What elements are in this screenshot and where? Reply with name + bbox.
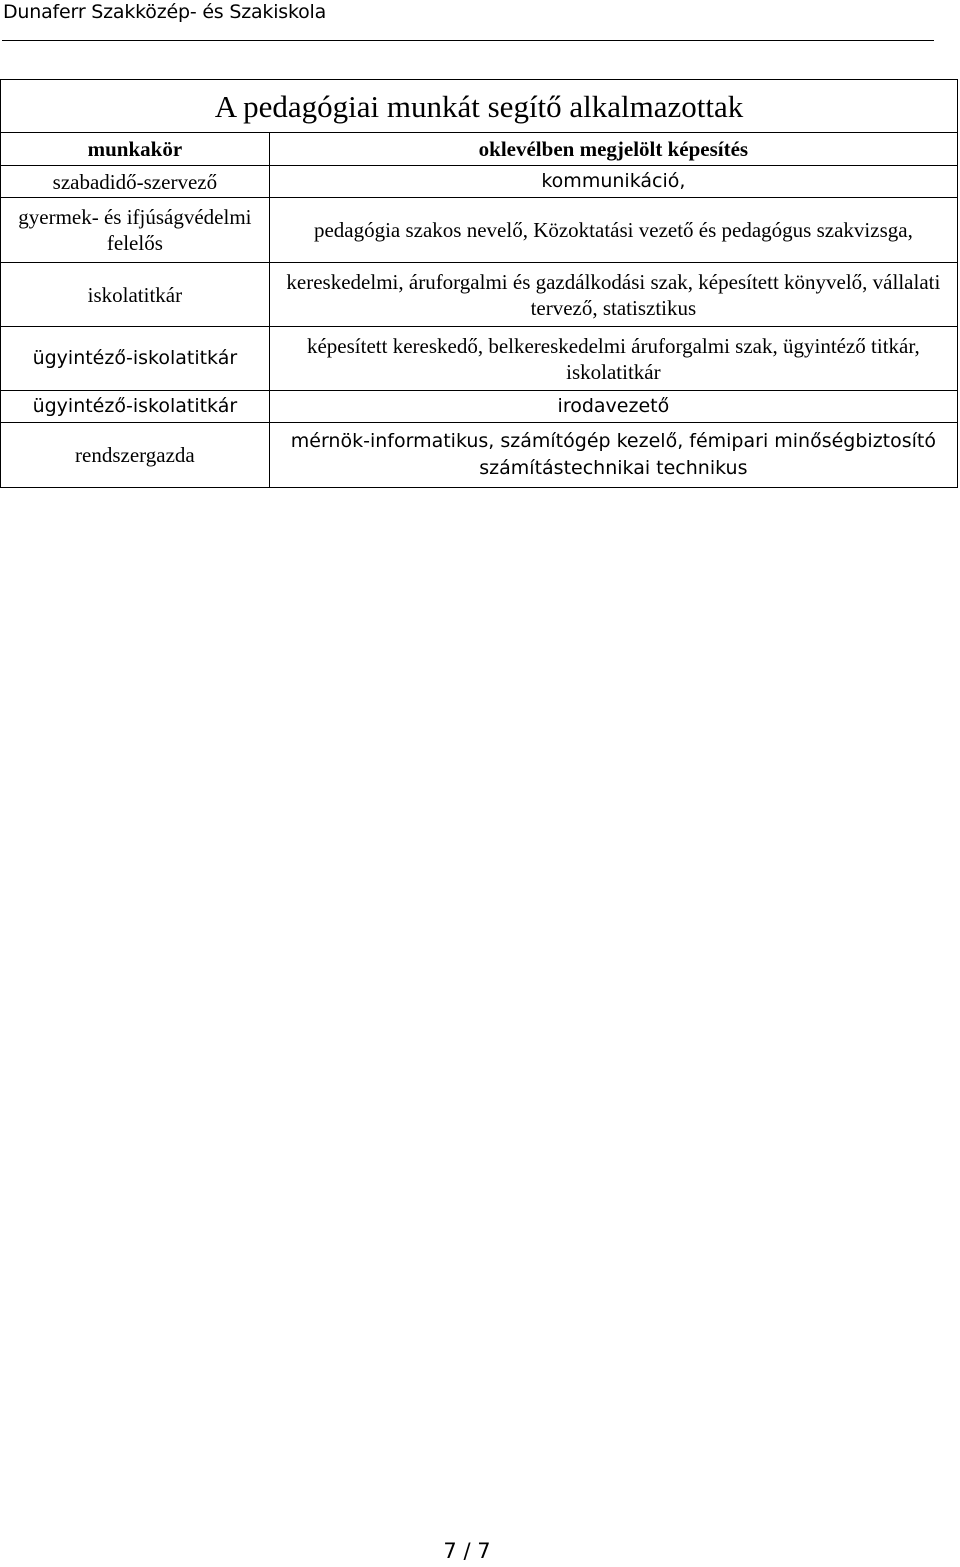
school-name: Dunaferr Szakközép- és Szakiskola [3, 1, 327, 23]
table-title-row [1, 80, 958, 133]
qualification-cell: kereskedelmi, áruforgalmi és gazdálkodási szak, képesített könyvelő, vállalati tervező, statisztikus [269, 263, 957, 327]
qualification-cell: mérnök-informatikus, számítógép kezelő, fémipari minőségbiztosító számítástechnikai technikus [269, 423, 957, 488]
page-number: 7 / 7 [443, 1539, 491, 1563]
position-cell: iskolatitkár [1, 263, 270, 327]
qualification-cell: irodavezető [269, 391, 957, 423]
position-cell: gyermek- és ifjúságvédelmi felelős [1, 198, 270, 263]
table-header-row [1, 133, 958, 166]
qualification-cell: képesített kereskedő, belkereskedelmi áruforgalmi szak, ügyintéző titkár, iskolatitkár [269, 327, 957, 391]
position-cell: ügyintéző-iskolatitkár [1, 327, 270, 391]
table-title: A pedagógiai munkát segítő alkalmazottak [1, 80, 958, 133]
position-cell: rendszergazda [1, 423, 270, 488]
staff-qualifications-table [0, 79, 958, 488]
position-cell: ügyintéző-iskolatitkár [1, 391, 270, 423]
column-header-qualification: oklevélben megjelölt képesítés [269, 133, 957, 166]
table-row [1, 391, 958, 423]
table-row [1, 166, 958, 198]
qualification-cell: kommunikáció, [269, 166, 957, 198]
table-row [1, 423, 958, 488]
table-row [1, 198, 958, 263]
position-cell: szabadidő-szervező [1, 166, 270, 198]
table-row [1, 327, 958, 391]
page-header [2, 0, 934, 41]
column-header-position: munkakör [1, 133, 270, 166]
table-row [1, 263, 958, 327]
qualification-cell: pedagógia szakos nevelő, Közoktatási vezető és pedagógus szakvizsga, [269, 198, 957, 263]
